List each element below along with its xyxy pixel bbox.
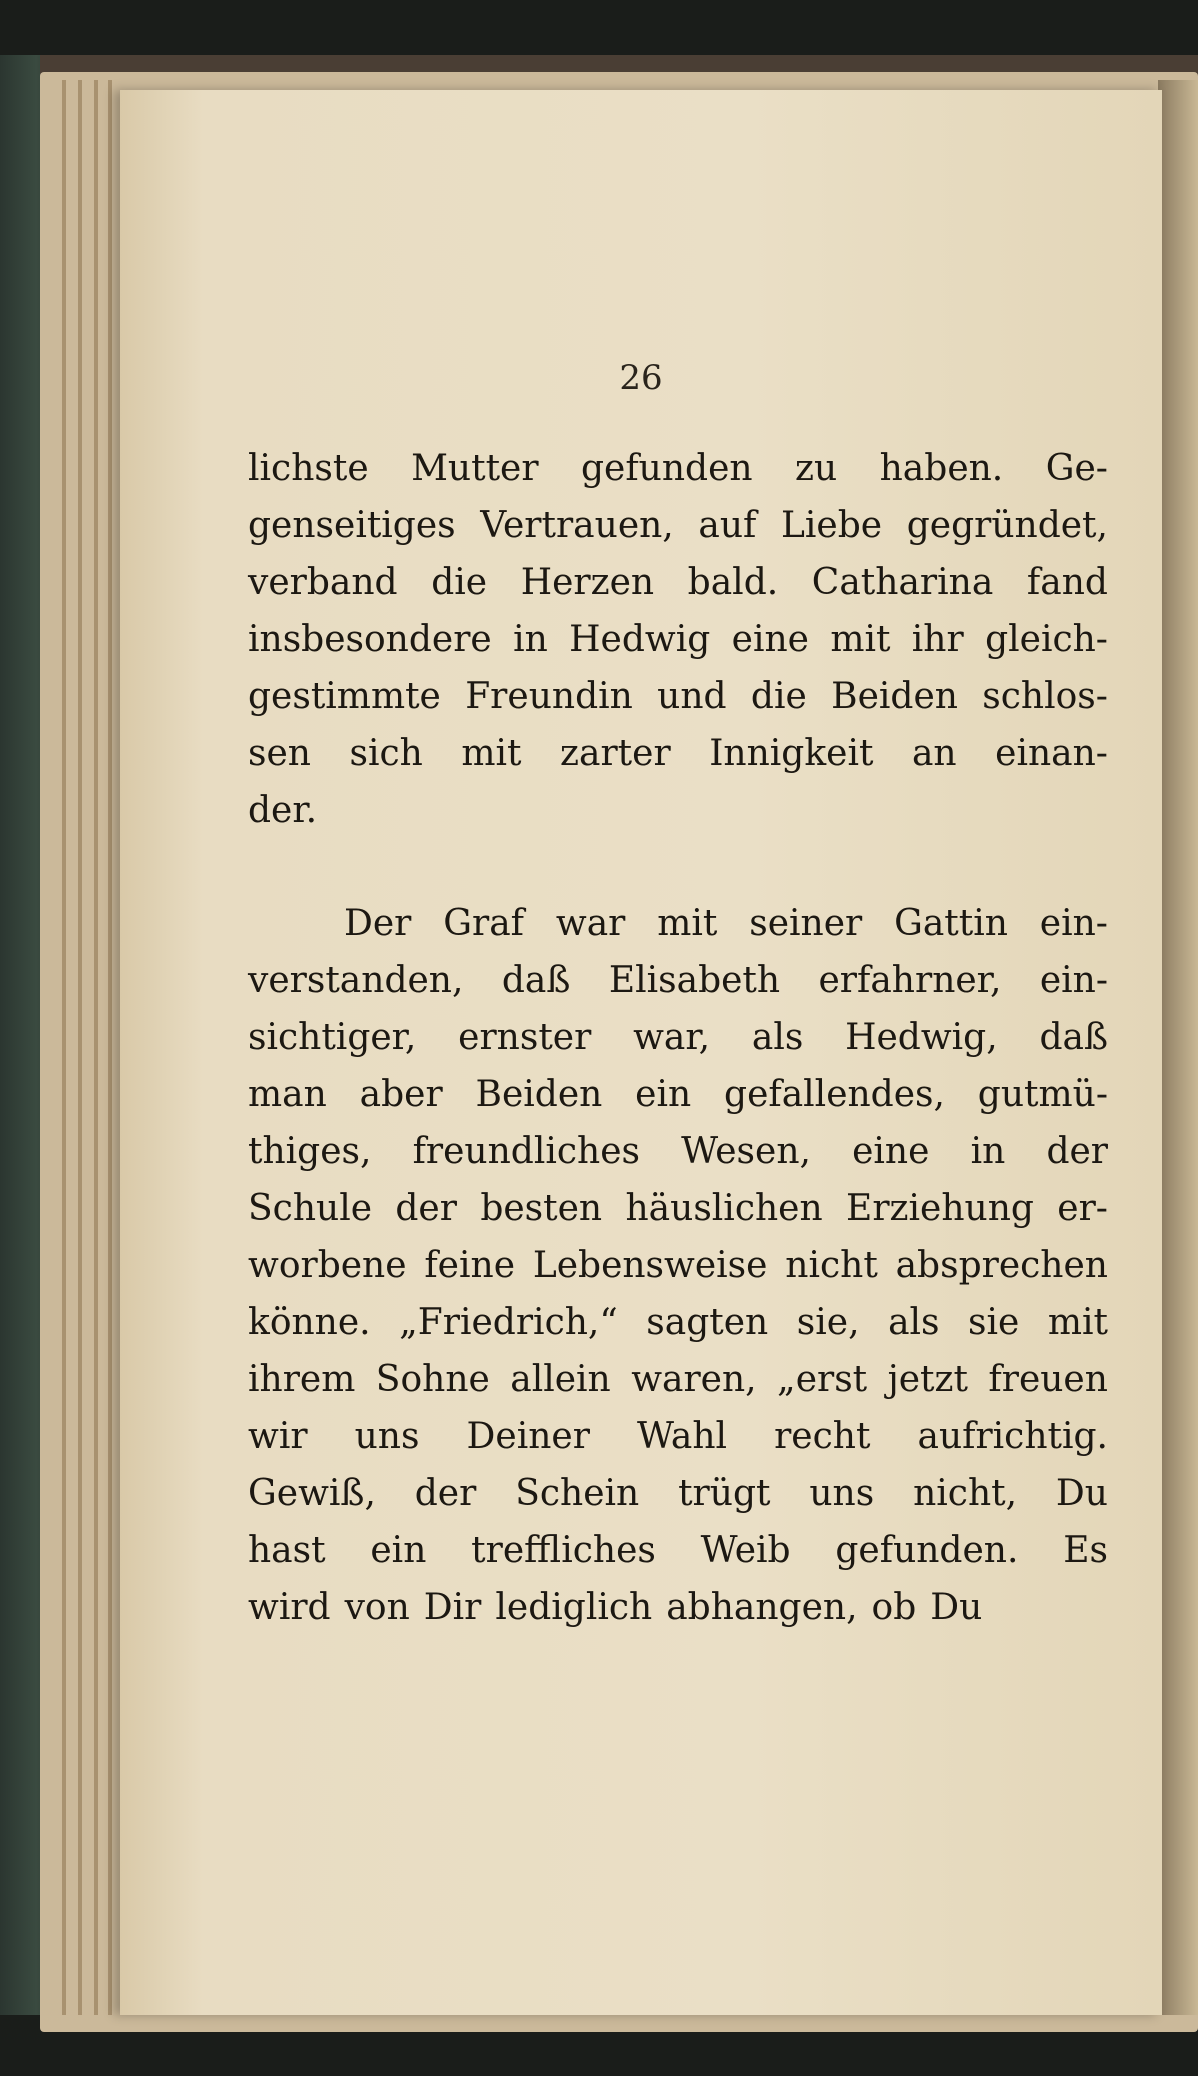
word: zarter: [560, 733, 671, 774]
word: Wesen,: [681, 1131, 811, 1172]
paragraph-gap: [248, 839, 1108, 895]
text-line: [248, 1351, 1108, 1408]
word: lichste: [248, 448, 369, 489]
word: freuen: [988, 1359, 1108, 1400]
word: sie,: [796, 1302, 860, 1343]
text-line: [248, 895, 1108, 952]
word: Beiden: [831, 676, 958, 717]
text-line: [248, 497, 1108, 554]
word: Ge-: [1045, 448, 1108, 489]
word: der.: [248, 790, 318, 831]
text-line: [248, 1522, 1108, 1579]
word: recht: [774, 1416, 871, 1457]
word: ihr: [911, 619, 964, 660]
word: allein: [510, 1359, 611, 1400]
text-line: [248, 554, 1108, 611]
text-line: [248, 1408, 1108, 1465]
word: war,: [633, 1017, 711, 1058]
page-edge: [94, 80, 98, 2015]
text-line: [248, 1579, 1108, 1636]
word: waren,: [631, 1359, 757, 1400]
word: Deiner: [466, 1416, 590, 1457]
word: eine: [852, 1131, 930, 1172]
text-line: [248, 1066, 1108, 1123]
word: gefunden: [581, 448, 753, 489]
word: daß: [1039, 1017, 1108, 1058]
word: man: [248, 1074, 327, 1115]
word: hast: [248, 1530, 326, 1571]
word: wird: [248, 1587, 331, 1628]
word: sie: [968, 1302, 1020, 1343]
word: feine: [424, 1245, 515, 1286]
word: ihrem: [248, 1359, 356, 1400]
word: ob: [871, 1587, 917, 1628]
word: mit: [830, 619, 891, 660]
word: trügt: [678, 1473, 771, 1514]
word: „Friedrich,“: [399, 1302, 618, 1343]
word: sen: [248, 733, 311, 774]
word: gleich-: [985, 619, 1108, 660]
word: in: [513, 619, 548, 660]
word: Innigkeit: [709, 733, 874, 774]
text-line: [248, 1180, 1108, 1237]
word: genseitiges: [248, 505, 456, 546]
word: in: [970, 1131, 1006, 1172]
word: Du: [1055, 1473, 1108, 1514]
word: Liebe: [781, 505, 883, 546]
word: zu: [795, 448, 838, 489]
word: gutmü-: [977, 1074, 1108, 1115]
word: Wahl: [636, 1416, 728, 1457]
word: gestimmte: [248, 676, 441, 717]
word: ein: [635, 1074, 692, 1115]
word: seiner: [749, 903, 863, 944]
word: häuslichen: [625, 1188, 823, 1229]
page-edge: [108, 80, 112, 2015]
word: Mutter: [411, 448, 539, 489]
word: Du: [930, 1587, 983, 1628]
word: ein-: [1039, 903, 1108, 944]
word: fand: [1026, 562, 1108, 603]
word: die: [750, 676, 807, 717]
word: besten: [480, 1188, 603, 1229]
word: aufrichtig.: [917, 1416, 1108, 1457]
word: Herzen: [520, 562, 655, 603]
page-text: [248, 440, 1108, 1636]
word: Hedwig: [569, 619, 711, 660]
word: insbesondere: [248, 619, 492, 660]
word: Schule: [248, 1188, 373, 1229]
text-line: [248, 1465, 1108, 1522]
word: mit: [1047, 1302, 1108, 1343]
word: Gewiß,: [248, 1473, 376, 1514]
word: abhangen,: [666, 1587, 858, 1628]
word: Erziehung: [846, 1188, 1034, 1229]
word: Freundin: [465, 676, 633, 717]
word: der: [395, 1188, 457, 1229]
word: gefunden.: [835, 1530, 1019, 1571]
text-line: [248, 1123, 1108, 1180]
word: uns: [354, 1416, 420, 1457]
word: Gattin: [894, 903, 1008, 944]
word: sagten: [646, 1302, 769, 1343]
word: Sohne: [375, 1359, 490, 1400]
word: die: [431, 562, 488, 603]
word: treffliches: [471, 1530, 656, 1571]
word: ernster: [458, 1017, 592, 1058]
word: Catharina: [811, 562, 994, 603]
word: an: [911, 733, 957, 774]
text-line: [248, 611, 1108, 668]
word: Weib: [700, 1530, 791, 1571]
word: thiges,: [248, 1131, 372, 1172]
word: ein: [370, 1530, 427, 1571]
page-edge: [62, 80, 66, 2015]
word: gegründet,: [906, 505, 1108, 546]
word: „erst: [777, 1359, 868, 1400]
word: nicht,: [913, 1473, 1018, 1514]
word: er-: [1057, 1188, 1108, 1229]
text-line: [248, 725, 1108, 782]
word: von: [344, 1587, 410, 1628]
word: und: [657, 676, 727, 717]
word: nicht: [785, 1245, 878, 1286]
word: bald.: [687, 562, 779, 603]
word: verstanden,: [248, 960, 464, 1001]
word: jetzt: [887, 1359, 968, 1400]
word: Der: [344, 903, 412, 944]
word: Lebensweise: [532, 1245, 768, 1286]
page-number: 26: [619, 358, 663, 398]
facing-page-edge: [1158, 80, 1198, 2015]
word: sichtiger,: [248, 1017, 417, 1058]
word: Dir: [423, 1587, 482, 1628]
word: Graf: [443, 903, 525, 944]
word: gefallendes,: [724, 1074, 945, 1115]
word: verband: [248, 562, 398, 603]
word: mit: [461, 733, 522, 774]
word: war: [555, 903, 626, 944]
word: haben.: [879, 448, 1004, 489]
text-line: [248, 1294, 1108, 1351]
word: absprechen: [895, 1245, 1108, 1286]
word: ein-: [1039, 960, 1108, 1001]
page-edge: [78, 80, 82, 2015]
word: Elisabeth: [608, 960, 781, 1001]
text-line: [248, 668, 1108, 725]
word: Hedwig,: [845, 1017, 998, 1058]
word: könne.: [248, 1302, 371, 1343]
word: eine: [731, 619, 809, 660]
text-line: [248, 952, 1108, 1009]
word: daß: [501, 960, 571, 1001]
word: Es: [1063, 1530, 1108, 1571]
text-line: [248, 1009, 1108, 1066]
word: als: [888, 1302, 940, 1343]
word: uns: [809, 1473, 875, 1514]
word: Vertrauen,: [480, 505, 674, 546]
word: Beiden: [475, 1074, 603, 1115]
word: Schein: [515, 1473, 640, 1514]
word: einan-: [995, 733, 1108, 774]
text-line: [248, 782, 1108, 839]
text-line: [248, 440, 1108, 497]
word: wir: [248, 1416, 308, 1457]
word: erfahrner,: [818, 960, 1002, 1001]
word: freundliches: [412, 1131, 641, 1172]
word: schlos-: [982, 676, 1108, 717]
word: worbene: [248, 1245, 407, 1286]
word: auf: [698, 505, 757, 546]
text-line: [248, 1237, 1108, 1294]
word: aber: [359, 1074, 443, 1115]
word: der: [1046, 1131, 1108, 1172]
word: als: [751, 1017, 804, 1058]
word: sich: [349, 733, 423, 774]
word: mit: [657, 903, 718, 944]
word: der: [414, 1473, 477, 1514]
word: lediglich: [495, 1587, 653, 1628]
